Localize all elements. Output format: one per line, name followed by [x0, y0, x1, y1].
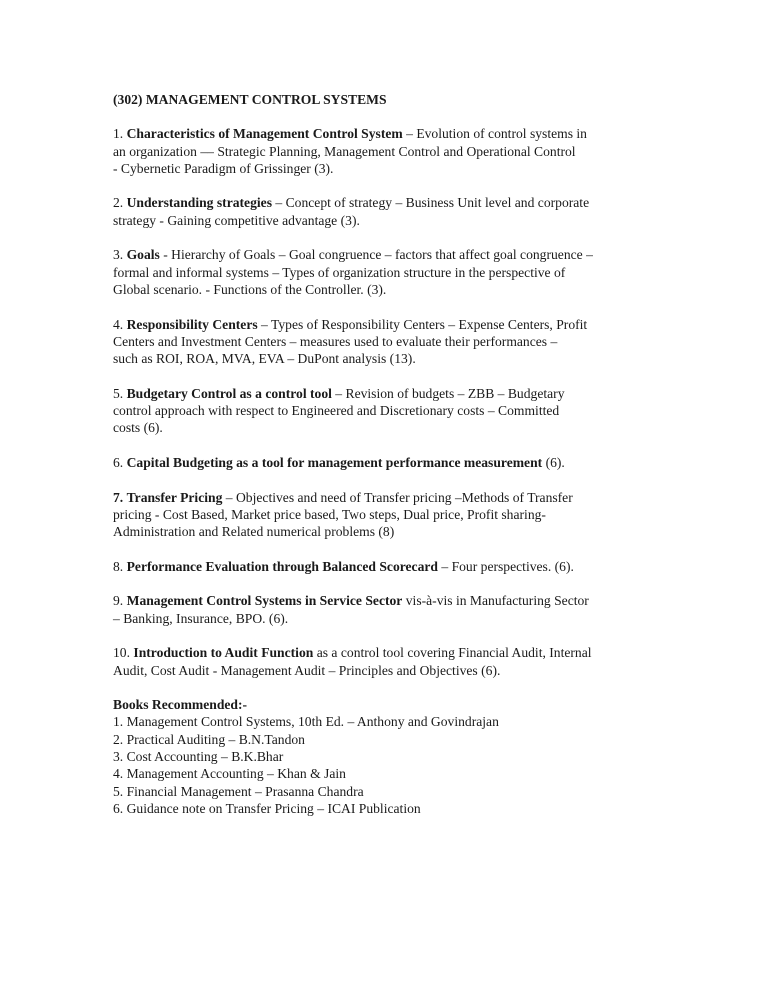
topic-description-line: Global scenario. - Functions of the Controller. (3).: [113, 281, 387, 297]
topic-description-line: Audit, Cost Audit - Management Audit – Principles and Objectives (6).: [113, 662, 501, 678]
topic-description-line: Centers and Investment Centers – measures used to evaluate their performances –: [113, 333, 558, 349]
topic-item: [113, 246, 653, 298]
topic-number: 6.: [113, 454, 124, 470]
topic-number: 10.: [113, 645, 130, 661]
topic-description-line: – Banking, Insurance, BPO. (6).: [113, 610, 289, 626]
topic-description: vis-à-vis in Manufacturing Sector: [402, 593, 589, 609]
syllabus-page: [113, 91, 653, 817]
topic-description-line: such as ROI, ROA, MVA, EVA – DuPont analysis (13).: [113, 351, 416, 367]
topic-number: 2.: [113, 195, 124, 211]
topic-heading: Transfer Pricing: [126, 489, 223, 505]
topic-description-line: control approach with respect to Engineered and Discretionary costs – Committed: [113, 403, 560, 419]
topic-description-line: formal and informal systems – Types of organization structure in the perspective of: [113, 264, 566, 280]
topic-item: [113, 592, 653, 627]
topic-number: 9.: [113, 593, 124, 609]
topic-item: [113, 125, 653, 177]
topic-item: [113, 489, 653, 541]
topic-description: (6).: [542, 454, 565, 470]
topic-description: – Revision of budgets – ZBB – Budgetary: [331, 385, 565, 401]
topic-description: – Concept of strategy – Business Unit level and corporate: [272, 195, 590, 211]
page-title: (302) MANAGEMENT CONTROL SYSTEMS: [113, 92, 387, 107]
topic-number: 4.: [113, 316, 124, 332]
books-heading: Books Recommended:-: [113, 697, 248, 713]
topic-description: as a control tool covering Financial Audit, Internal: [313, 645, 592, 661]
topic-description: – Types of Responsibility Centers – Expense Centers, Profit: [257, 316, 588, 332]
topic-first-line: [113, 125, 653, 142]
topic-heading: Introduction to Audit Function: [133, 645, 314, 661]
topic-heading: Responsibility Centers: [126, 316, 258, 332]
book-item: 2. Practical Auditing – B.N.Tandon: [113, 731, 305, 747]
topic-first-line: [113, 194, 653, 211]
book-item: 5. Financial Management – Prasanna Chandra: [113, 783, 364, 799]
topic-first-line: [113, 592, 653, 609]
topic-number: 8.: [113, 558, 124, 574]
books-list: [113, 713, 653, 817]
topic-heading: Understanding strategies: [126, 195, 272, 211]
topic-heading: Capital Budgeting as a tool for management performance measurement: [126, 454, 543, 470]
topic-item: [113, 558, 653, 575]
topic-first-line: [113, 558, 653, 575]
book-item: 1. Management Control Systems, 10th Ed. – Anthony and Govindrajan: [113, 714, 499, 730]
book-item: 4. Management Accounting – Khan & Jain: [113, 766, 346, 782]
topic-number: 7.: [113, 489, 124, 505]
topic-heading: Performance Evaluation through Balanced Scorecard: [126, 558, 438, 574]
topic-description: - Hierarchy of Goals – Goal congruence – factors that affect goal congruence –: [159, 247, 593, 263]
book-item: 6. Guidance note on Transfer Pricing – ICAI Publication: [113, 800, 421, 816]
topic-first-line: [113, 385, 653, 402]
topic-first-line: [113, 316, 653, 333]
topic-heading: Budgetary Control as a control tool: [126, 385, 332, 401]
topic-description: – Four perspectives. (6).: [437, 558, 574, 574]
book-item: 3. Cost Accounting – B.K.Bhar: [113, 748, 284, 764]
topic-heading: Characteristics of Management Control System: [126, 126, 403, 142]
topic-first-line: [113, 246, 653, 263]
topic-first-line: [113, 454, 653, 471]
topic-first-line: [113, 489, 653, 506]
topic-description-line: costs (6).: [113, 420, 163, 436]
topic-number: 5.: [113, 385, 124, 401]
topic-description: – Objectives and need of Transfer pricing –Methods of Transfer: [222, 489, 573, 505]
topic-description-line: - Cybernetic Paradigm of Grissinger (3).: [113, 160, 334, 176]
topic-number: 3.: [113, 247, 124, 263]
topic-item: [113, 194, 653, 229]
topic-first-line: [113, 644, 653, 661]
books-section: [113, 696, 653, 817]
topic-description-line: strategy - Gaining competitive advantage (3).: [113, 212, 360, 228]
topic-item: [113, 385, 653, 437]
topic-heading: Goals: [126, 247, 160, 263]
topic-description-line: pricing - Cost Based, Market price based, Two steps, Dual price, Profit sharing-: [113, 506, 546, 522]
topic-heading: Management Control Systems in Service Sector: [126, 593, 403, 609]
topic-item: [113, 316, 653, 368]
topic-item: [113, 644, 653, 679]
topic-number: 1.: [113, 126, 124, 142]
topic-description-line: an organization –– Strategic Planning, Management Control and Operational Control: [113, 143, 576, 159]
topics-list: [113, 125, 653, 679]
topic-item: [113, 454, 653, 471]
topic-description: – Evolution of control systems in: [402, 126, 587, 142]
topic-description-line: Administration and Related numerical problems (8): [113, 524, 395, 540]
